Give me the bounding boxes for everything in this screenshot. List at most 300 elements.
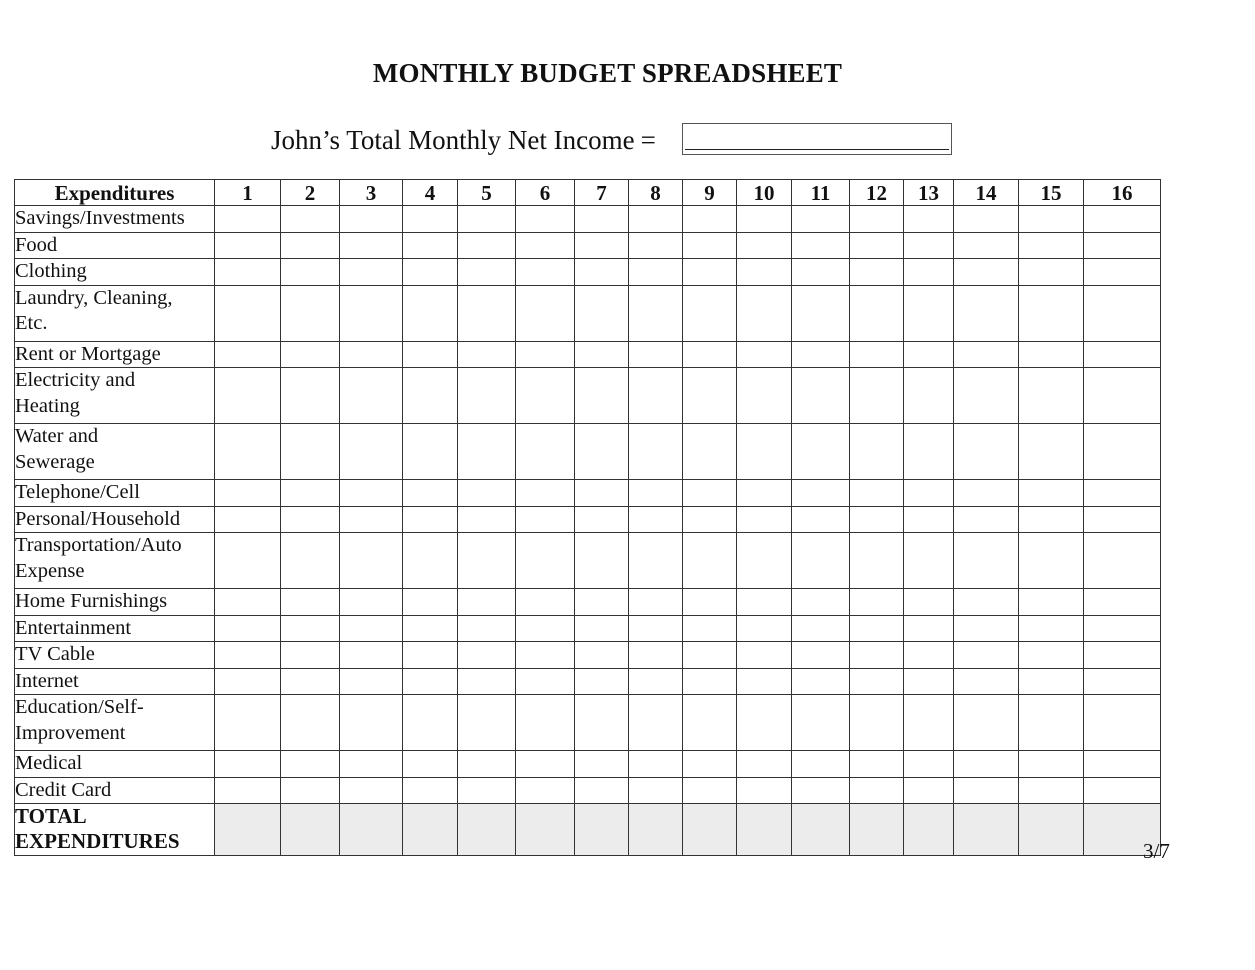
entry-cell[interactable]: [575, 751, 629, 778]
entry-cell[interactable]: [850, 206, 904, 233]
entry-cell[interactable]: [904, 368, 954, 424]
total-cell[interactable]: [458, 804, 516, 856]
expenditures-header: Expenditures: [15, 180, 215, 206]
entry-cell[interactable]: [458, 642, 516, 669]
entry-cell[interactable]: [1019, 777, 1084, 804]
entry-cell[interactable]: [629, 751, 683, 778]
entry-cell[interactable]: [683, 533, 737, 589]
entry-cell[interactable]: [340, 506, 403, 533]
entry-cell[interactable]: [458, 368, 516, 424]
entry-cell[interactable]: [403, 642, 458, 669]
entry-cell[interactable]: [403, 695, 458, 751]
entry-cell[interactable]: [340, 695, 403, 751]
entry-cell[interactable]: [904, 695, 954, 751]
row-label: [15, 695, 215, 751]
entry-cell[interactable]: [737, 751, 792, 778]
entry-cell[interactable]: [850, 232, 904, 259]
entry-cell[interactable]: [954, 232, 1019, 259]
entry-cell[interactable]: [629, 206, 683, 233]
entry-cell[interactable]: [458, 589, 516, 616]
entry-cell[interactable]: [954, 480, 1019, 507]
entry-cell[interactable]: [954, 589, 1019, 616]
table-row: [15, 506, 1161, 533]
entry-cell[interactable]: [1084, 285, 1161, 341]
entry-cell[interactable]: [629, 285, 683, 341]
entry-cell[interactable]: [904, 341, 954, 368]
entry-cell[interactable]: [575, 506, 629, 533]
entry-cell[interactable]: [340, 480, 403, 507]
entry-cell[interactable]: [403, 533, 458, 589]
entry-cell[interactable]: [1084, 341, 1161, 368]
entry-cell[interactable]: [340, 533, 403, 589]
entry-cell[interactable]: [1019, 533, 1084, 589]
entry-cell[interactable]: [575, 777, 629, 804]
entry-cell[interactable]: [575, 424, 629, 480]
entry-cell[interactable]: [904, 751, 954, 778]
entry-cell[interactable]: [1019, 259, 1084, 286]
entry-cell[interactable]: [683, 341, 737, 368]
entry-cell[interactable]: [954, 506, 1019, 533]
entry-cell[interactable]: [215, 368, 281, 424]
entry-cell[interactable]: [737, 368, 792, 424]
entry-cell[interactable]: [215, 695, 281, 751]
entry-cell[interactable]: [516, 777, 575, 804]
entry-cell[interactable]: [458, 615, 516, 642]
entry-cell[interactable]: [575, 695, 629, 751]
entry-cell[interactable]: [792, 424, 850, 480]
entry-cell[interactable]: [954, 751, 1019, 778]
entry-cell[interactable]: [403, 480, 458, 507]
total-cell[interactable]: [575, 804, 629, 856]
entry-cell[interactable]: [281, 424, 340, 480]
entry-cell[interactable]: [340, 424, 403, 480]
entry-cell[interactable]: [629, 642, 683, 669]
entry-cell[interactable]: [575, 615, 629, 642]
entry-cell[interactable]: [904, 642, 954, 669]
entry-cell[interactable]: [575, 232, 629, 259]
entry-cell[interactable]: [629, 589, 683, 616]
entry-cell[interactable]: [629, 424, 683, 480]
entry-cell[interactable]: [629, 341, 683, 368]
entry-cell[interactable]: [340, 285, 403, 341]
entry-cell[interactable]: [403, 589, 458, 616]
entry-cell[interactable]: [737, 285, 792, 341]
entry-cell[interactable]: [215, 206, 281, 233]
entry-cell[interactable]: [1019, 589, 1084, 616]
entry-cell[interactable]: [904, 777, 954, 804]
entry-cell[interactable]: [281, 285, 340, 341]
entry-cell[interactable]: [516, 259, 575, 286]
entry-cell[interactable]: [516, 285, 575, 341]
entry-cell[interactable]: [516, 368, 575, 424]
entry-cell[interactable]: [904, 589, 954, 616]
entry-cell[interactable]: [629, 480, 683, 507]
entry-cell[interactable]: [575, 589, 629, 616]
entry-cell[interactable]: [954, 777, 1019, 804]
entry-cell[interactable]: [792, 341, 850, 368]
row-label-line1: Entertainment: [15, 616, 132, 639]
entry-cell[interactable]: [516, 506, 575, 533]
entry-cell[interactable]: [516, 668, 575, 695]
entry-cell[interactable]: [458, 206, 516, 233]
entry-cell[interactable]: [215, 777, 281, 804]
entry-cell[interactable]: [629, 668, 683, 695]
entry-cell[interactable]: [575, 533, 629, 589]
entry-cell[interactable]: [683, 615, 737, 642]
entry-cell[interactable]: [1019, 506, 1084, 533]
entry-cell[interactable]: [954, 615, 1019, 642]
entry-cell[interactable]: [458, 506, 516, 533]
entry-cell[interactable]: [850, 642, 904, 669]
entry-cell[interactable]: [281, 642, 340, 669]
entry-cell[interactable]: [954, 533, 1019, 589]
entry-cell[interactable]: [954, 424, 1019, 480]
entry-cell[interactable]: [1084, 368, 1161, 424]
entry-cell[interactable]: [683, 368, 737, 424]
entry-cell[interactable]: [281, 259, 340, 286]
entry-cell[interactable]: [281, 368, 340, 424]
total-cell[interactable]: [1019, 804, 1084, 856]
entry-cell[interactable]: [340, 615, 403, 642]
entry-cell[interactable]: [458, 668, 516, 695]
entry-cell[interactable]: [215, 615, 281, 642]
total-cell[interactable]: [850, 804, 904, 856]
entry-cell[interactable]: [737, 777, 792, 804]
table-row: [15, 424, 1161, 480]
entry-cell[interactable]: [683, 642, 737, 669]
total-cell[interactable]: [737, 804, 792, 856]
entry-cell[interactable]: [215, 642, 281, 669]
entry-cell[interactable]: [516, 480, 575, 507]
entry-cell[interactable]: [403, 506, 458, 533]
entry-cell[interactable]: [737, 232, 792, 259]
entry-cell[interactable]: [215, 259, 281, 286]
entry-cell[interactable]: [904, 480, 954, 507]
entry-cell[interactable]: [403, 285, 458, 341]
row-label-line1: Medical: [15, 752, 83, 774]
entry-cell[interactable]: [954, 341, 1019, 368]
entry-cell[interactable]: [458, 695, 516, 751]
entry-cell[interactable]: [1019, 206, 1084, 233]
entry-cell[interactable]: [281, 232, 340, 259]
entry-cell[interactable]: [1019, 368, 1084, 424]
entry-cell[interactable]: [516, 615, 575, 642]
entry-cell[interactable]: [792, 589, 850, 616]
table-row: [15, 615, 1161, 642]
entry-cell[interactable]: [850, 506, 904, 533]
entry-cell[interactable]: [340, 589, 403, 616]
entry-cell[interactable]: [516, 642, 575, 669]
entry-cell[interactable]: [850, 668, 904, 695]
entry-cell[interactable]: [683, 232, 737, 259]
entry-cell[interactable]: [575, 368, 629, 424]
entry-cell[interactable]: [458, 533, 516, 589]
entry-cell[interactable]: [954, 668, 1019, 695]
total-cell[interactable]: [629, 804, 683, 856]
entry-cell[interactable]: [737, 642, 792, 669]
entry-cell[interactable]: [1019, 341, 1084, 368]
total-cell[interactable]: [904, 804, 954, 856]
entry-cell[interactable]: [1084, 777, 1161, 804]
entry-cell[interactable]: [281, 506, 340, 533]
entry-cell[interactable]: [954, 695, 1019, 751]
income-input-field[interactable]: [682, 123, 952, 155]
entry-cell[interactable]: [575, 285, 629, 341]
entry-cell[interactable]: [215, 668, 281, 695]
entry-cell[interactable]: [904, 232, 954, 259]
entry-cell[interactable]: [215, 480, 281, 507]
entry-cell[interactable]: [629, 232, 683, 259]
entry-cell[interactable]: [575, 206, 629, 233]
entry-cell[interactable]: [340, 232, 403, 259]
entry-cell[interactable]: [792, 615, 850, 642]
entry-cell[interactable]: [850, 695, 904, 751]
entry-cell[interactable]: [340, 777, 403, 804]
entry-cell[interactable]: [904, 424, 954, 480]
entry-cell[interactable]: [403, 668, 458, 695]
entry-cell[interactable]: [683, 589, 737, 616]
entry-cell[interactable]: [575, 480, 629, 507]
column-header-9: 9: [683, 180, 737, 206]
entry-cell[interactable]: [850, 589, 904, 616]
entry-cell[interactable]: [1084, 533, 1161, 589]
entry-cell[interactable]: [458, 341, 516, 368]
entry-cell[interactable]: [683, 285, 737, 341]
entry-cell[interactable]: [403, 206, 458, 233]
entry-cell[interactable]: [737, 533, 792, 589]
entry-cell[interactable]: [340, 206, 403, 233]
entry-cell[interactable]: [683, 695, 737, 751]
entry-cell[interactable]: [792, 285, 850, 341]
entry-cell[interactable]: [904, 533, 954, 589]
entry-cell[interactable]: [792, 695, 850, 751]
entry-cell[interactable]: [403, 751, 458, 778]
entry-cell[interactable]: [850, 751, 904, 778]
entry-cell[interactable]: [629, 615, 683, 642]
page-title: MONTHLY BUDGET SPREADSHEET: [372, 58, 843, 88]
entry-cell[interactable]: [1084, 506, 1161, 533]
entry-cell[interactable]: [403, 368, 458, 424]
entry-cell[interactable]: [850, 533, 904, 589]
entry-cell[interactable]: [792, 206, 850, 233]
entry-cell[interactable]: [904, 506, 954, 533]
total-cell[interactable]: [403, 804, 458, 856]
entry-cell[interactable]: [1084, 751, 1161, 778]
entry-cell[interactable]: [629, 259, 683, 286]
entry-cell[interactable]: [683, 506, 737, 533]
entry-cell[interactable]: [516, 533, 575, 589]
entry-cell[interactable]: [403, 341, 458, 368]
entry-cell[interactable]: [340, 668, 403, 695]
entry-cell[interactable]: [516, 424, 575, 480]
entry-cell[interactable]: [629, 695, 683, 751]
entry-cell[interactable]: [954, 368, 1019, 424]
entry-cell[interactable]: [1084, 668, 1161, 695]
entry-cell[interactable]: [516, 589, 575, 616]
entry-cell[interactable]: [629, 368, 683, 424]
entry-cell[interactable]: [1084, 424, 1161, 480]
entry-cell[interactable]: [281, 668, 340, 695]
entry-cell[interactable]: [575, 668, 629, 695]
entry-cell[interactable]: [458, 777, 516, 804]
entry-cell[interactable]: [215, 341, 281, 368]
entry-cell[interactable]: [281, 695, 340, 751]
total-cell[interactable]: [954, 804, 1019, 856]
entry-cell[interactable]: [850, 285, 904, 341]
total-cell[interactable]: [516, 804, 575, 856]
entry-cell[interactable]: [683, 206, 737, 233]
entry-cell[interactable]: [215, 285, 281, 341]
entry-cell[interactable]: [792, 368, 850, 424]
entry-cell[interactable]: [403, 777, 458, 804]
entry-cell[interactable]: [215, 533, 281, 589]
entry-cell[interactable]: [737, 341, 792, 368]
entry-cell[interactable]: [792, 232, 850, 259]
entry-cell[interactable]: [683, 480, 737, 507]
entry-cell[interactable]: [281, 480, 340, 507]
entry-cell[interactable]: [281, 533, 340, 589]
entry-cell[interactable]: [458, 751, 516, 778]
entry-cell[interactable]: [737, 480, 792, 507]
entry-cell[interactable]: [850, 480, 904, 507]
entry-cell[interactable]: [792, 506, 850, 533]
entry-cell[interactable]: [792, 642, 850, 669]
entry-cell[interactable]: [683, 668, 737, 695]
entry-cell[interactable]: [1084, 695, 1161, 751]
entry-cell[interactable]: [1084, 206, 1161, 233]
entry-cell[interactable]: [792, 751, 850, 778]
entry-cell[interactable]: [575, 259, 629, 286]
entry-cell[interactable]: [340, 751, 403, 778]
entry-cell[interactable]: [683, 259, 737, 286]
entry-cell[interactable]: [792, 668, 850, 695]
entry-cell[interactable]: [403, 259, 458, 286]
total-cell[interactable]: [683, 804, 737, 856]
entry-cell[interactable]: [792, 259, 850, 286]
entry-cell[interactable]: [516, 751, 575, 778]
entry-cell[interactable]: [403, 232, 458, 259]
entry-cell[interactable]: [683, 751, 737, 778]
entry-cell[interactable]: [954, 206, 1019, 233]
entry-cell[interactable]: [1084, 259, 1161, 286]
entry-cell[interactable]: [458, 424, 516, 480]
entry-cell[interactable]: [1019, 424, 1084, 480]
entry-cell[interactable]: [954, 259, 1019, 286]
entry-cell[interactable]: [516, 232, 575, 259]
entry-cell[interactable]: [629, 506, 683, 533]
total-cell[interactable]: [792, 804, 850, 856]
entry-cell[interactable]: [904, 668, 954, 695]
entry-cell[interactable]: [1084, 232, 1161, 259]
entry-cell[interactable]: [850, 341, 904, 368]
entry-cell[interactable]: [904, 615, 954, 642]
entry-cell[interactable]: [683, 777, 737, 804]
entry-cell[interactable]: [737, 424, 792, 480]
entry-cell[interactable]: [1019, 751, 1084, 778]
entry-cell[interactable]: [458, 259, 516, 286]
total-cell[interactable]: [215, 804, 281, 856]
entry-cell[interactable]: [850, 424, 904, 480]
entry-cell[interactable]: [1084, 615, 1161, 642]
entry-cell[interactable]: [1019, 668, 1084, 695]
entry-cell[interactable]: [1019, 615, 1084, 642]
entry-cell[interactable]: [850, 777, 904, 804]
entry-cell[interactable]: [1084, 589, 1161, 616]
entry-cell[interactable]: [340, 642, 403, 669]
entry-cell[interactable]: [1019, 232, 1084, 259]
entry-cell[interactable]: [281, 341, 340, 368]
row-label: [15, 642, 215, 669]
entry-cell[interactable]: [850, 615, 904, 642]
total-cell[interactable]: [340, 804, 403, 856]
entry-cell[interactable]: [1019, 695, 1084, 751]
entry-cell[interactable]: [1019, 285, 1084, 341]
entry-cell[interactable]: [737, 615, 792, 642]
entry-cell[interactable]: [281, 589, 340, 616]
column-header-13: 13: [904, 180, 954, 206]
entry-cell[interactable]: [516, 341, 575, 368]
entry-cell[interactable]: [403, 424, 458, 480]
entry-cell[interactable]: [904, 285, 954, 341]
entry-cell[interactable]: [1084, 480, 1161, 507]
entry-cell[interactable]: [340, 368, 403, 424]
entry-cell[interactable]: [215, 506, 281, 533]
entry-cell[interactable]: [792, 777, 850, 804]
entry-cell[interactable]: [737, 259, 792, 286]
entry-cell[interactable]: [629, 777, 683, 804]
header-row: [15, 180, 1161, 206]
entry-cell[interactable]: [215, 424, 281, 480]
entry-cell[interactable]: [575, 642, 629, 669]
entry-cell[interactable]: [850, 368, 904, 424]
entry-cell[interactable]: [737, 206, 792, 233]
total-cell[interactable]: [281, 804, 340, 856]
entry-cell[interactable]: [737, 589, 792, 616]
entry-cell[interactable]: [215, 589, 281, 616]
entry-cell[interactable]: [1019, 480, 1084, 507]
entry-cell[interactable]: [516, 695, 575, 751]
entry-cell[interactable]: [458, 285, 516, 341]
entry-cell[interactable]: [1019, 642, 1084, 669]
entry-cell[interactable]: [792, 533, 850, 589]
entry-cell[interactable]: [516, 206, 575, 233]
entry-cell[interactable]: [792, 480, 850, 507]
entry-cell[interactable]: [850, 259, 904, 286]
entry-cell[interactable]: [575, 341, 629, 368]
entry-cell[interactable]: [904, 206, 954, 233]
entry-cell[interactable]: [340, 341, 403, 368]
entry-cell[interactable]: [1084, 642, 1161, 669]
entry-cell[interactable]: [904, 259, 954, 286]
entry-cell[interactable]: [281, 751, 340, 778]
entry-cell[interactable]: [340, 259, 403, 286]
entry-cell[interactable]: [954, 642, 1019, 669]
entry-cell[interactable]: [737, 695, 792, 751]
entry-cell[interactable]: [215, 751, 281, 778]
entry-cell[interactable]: [281, 777, 340, 804]
entry-cell[interactable]: [281, 206, 340, 233]
entry-cell[interactable]: [737, 506, 792, 533]
entry-cell[interactable]: [215, 232, 281, 259]
entry-cell[interactable]: [403, 615, 458, 642]
entry-cell[interactable]: [281, 615, 340, 642]
entry-cell[interactable]: [737, 668, 792, 695]
entry-cell[interactable]: [629, 533, 683, 589]
entry-cell[interactable]: [458, 232, 516, 259]
entry-cell[interactable]: [683, 424, 737, 480]
entry-cell[interactable]: [458, 480, 516, 507]
entry-cell[interactable]: [954, 285, 1019, 341]
